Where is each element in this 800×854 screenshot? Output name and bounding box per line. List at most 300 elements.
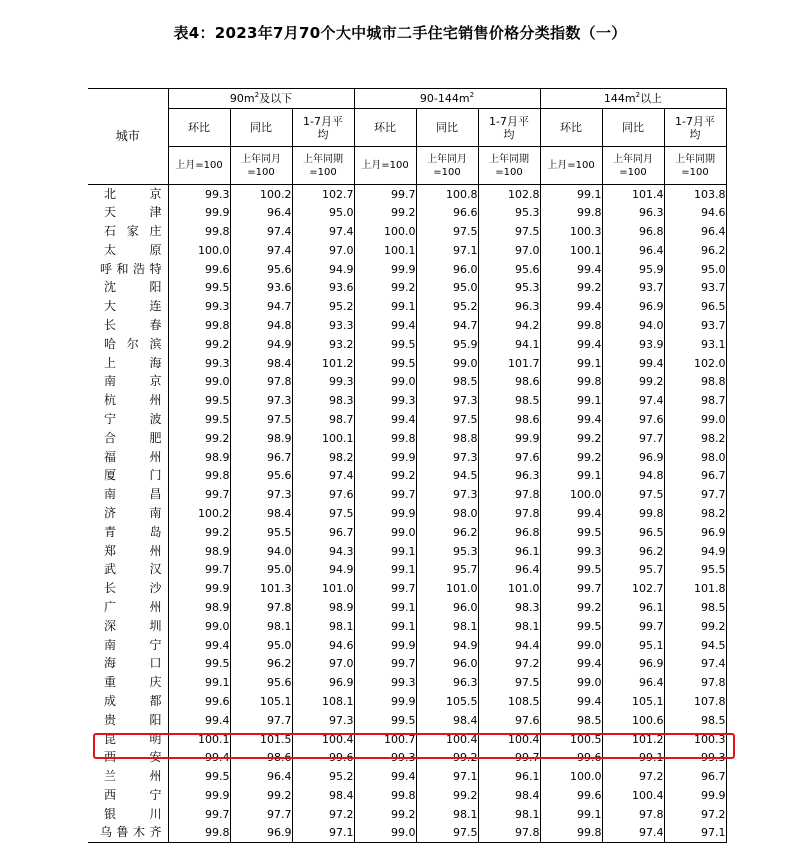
index-value: 96.2 xyxy=(664,241,726,260)
index-value: 99.8 xyxy=(540,824,602,843)
index-value: 97.4 xyxy=(664,654,726,673)
index-value: 98.6 xyxy=(230,748,292,767)
table-row xyxy=(88,824,726,843)
index-value: 97.7 xyxy=(664,485,726,504)
index-value: 98.5 xyxy=(416,372,478,391)
table-row xyxy=(88,598,726,617)
index-value: 101.2 xyxy=(602,730,664,749)
index-value: 99.9 xyxy=(168,786,230,805)
index-value: 99.7 xyxy=(354,485,416,504)
index-value: 96.9 xyxy=(602,654,664,673)
index-value: 97.8 xyxy=(602,805,664,824)
city-name: 海口 xyxy=(88,654,168,673)
index-value: 98.1 xyxy=(416,617,478,636)
ytd-avg-header: 1-7月平 均 xyxy=(664,109,726,147)
index-value: 98.1 xyxy=(416,805,478,824)
table-row xyxy=(88,560,726,579)
index-value: 97.6 xyxy=(292,485,354,504)
base-last-year-month: 上年同月 =100 xyxy=(416,147,478,185)
index-value: 97.0 xyxy=(292,241,354,260)
city-name: 厦门 xyxy=(88,466,168,485)
index-value: 95.3 xyxy=(478,203,540,222)
index-value: 99.3 xyxy=(168,185,230,204)
index-value: 95.0 xyxy=(416,278,478,297)
index-value: 96.8 xyxy=(602,222,664,241)
index-value: 96.8 xyxy=(478,523,540,542)
table-row xyxy=(88,429,726,448)
index-value: 99.9 xyxy=(664,786,726,805)
index-value: 96.1 xyxy=(478,767,540,786)
index-value: 98.2 xyxy=(664,504,726,523)
table-row xyxy=(88,372,726,391)
index-value: 98.5 xyxy=(540,711,602,730)
index-value: 105.1 xyxy=(230,692,292,711)
table-row xyxy=(88,203,726,222)
index-value: 97.5 xyxy=(478,673,540,692)
city-name: 长沙 xyxy=(88,579,168,598)
index-value: 96.9 xyxy=(602,297,664,316)
index-value: 98.9 xyxy=(168,448,230,467)
index-value: 96.4 xyxy=(230,203,292,222)
city-name: 大连 xyxy=(88,297,168,316)
index-value: 99.4 xyxy=(168,636,230,655)
index-value: 97.1 xyxy=(416,767,478,786)
index-value: 99.6 xyxy=(292,748,354,767)
index-value: 101.4 xyxy=(602,185,664,204)
index-value: 99.8 xyxy=(168,824,230,843)
index-value: 97.4 xyxy=(292,222,354,241)
index-value: 99.2 xyxy=(540,598,602,617)
index-value: 94.9 xyxy=(292,260,354,279)
index-value: 99.1 xyxy=(168,673,230,692)
city-name: 成都 xyxy=(88,692,168,711)
index-value: 97.8 xyxy=(478,824,540,843)
index-value: 99.1 xyxy=(354,598,416,617)
city-name: 杭州 xyxy=(88,391,168,410)
city-name: 深圳 xyxy=(88,617,168,636)
index-value: 95.2 xyxy=(292,767,354,786)
index-value: 100.0 xyxy=(168,241,230,260)
index-value: 101.0 xyxy=(478,579,540,598)
index-value: 100.5 xyxy=(540,730,602,749)
yoy-header: 同比 xyxy=(230,109,292,147)
city-name: 郑州 xyxy=(88,542,168,561)
index-value: 97.7 xyxy=(230,711,292,730)
index-value: 96.9 xyxy=(230,824,292,843)
index-value: 99.4 xyxy=(540,260,602,279)
index-value: 97.3 xyxy=(292,711,354,730)
table-row xyxy=(88,767,726,786)
index-value: 96.9 xyxy=(602,448,664,467)
city-name: 青岛 xyxy=(88,523,168,542)
index-value: 96.7 xyxy=(664,767,726,786)
index-value: 97.1 xyxy=(292,824,354,843)
index-value: 99.1 xyxy=(354,617,416,636)
index-value: 97.5 xyxy=(602,485,664,504)
base-last-year-period: 上年同期 =100 xyxy=(664,147,726,185)
city-name: 呼和浩特 xyxy=(88,260,168,279)
index-value: 97.3 xyxy=(230,391,292,410)
index-value: 100.2 xyxy=(230,185,292,204)
index-value: 98.2 xyxy=(292,448,354,467)
index-value: 95.6 xyxy=(230,673,292,692)
index-value: 102.8 xyxy=(478,185,540,204)
table-row xyxy=(88,579,726,598)
city-name: 天津 xyxy=(88,203,168,222)
index-value: 100.0 xyxy=(354,222,416,241)
base-last-year-period: 上年同期 =100 xyxy=(292,147,354,185)
index-value: 94.2 xyxy=(478,316,540,335)
index-value: 99.7 xyxy=(354,654,416,673)
base-last-year-month: 上年同月 =100 xyxy=(230,147,292,185)
index-value: 100.1 xyxy=(292,429,354,448)
index-value: 99.3 xyxy=(540,542,602,561)
index-value: 97.8 xyxy=(230,372,292,391)
table-row xyxy=(88,523,726,542)
index-value: 95.6 xyxy=(230,466,292,485)
city-name: 南宁 xyxy=(88,636,168,655)
city-name: 乌鲁木齐 xyxy=(88,824,168,843)
index-value: 98.4 xyxy=(478,786,540,805)
index-value: 99.3 xyxy=(354,748,416,767)
index-value: 97.6 xyxy=(478,711,540,730)
index-value: 102.0 xyxy=(664,354,726,373)
table-row xyxy=(88,410,726,429)
index-value: 99.1 xyxy=(540,185,602,204)
index-value: 100.0 xyxy=(540,485,602,504)
index-value: 98.6 xyxy=(478,410,540,429)
index-value: 101.0 xyxy=(292,579,354,598)
index-value: 94.0 xyxy=(230,542,292,561)
index-value: 97.5 xyxy=(416,222,478,241)
index-value: 100.4 xyxy=(602,786,664,805)
index-value: 99.0 xyxy=(168,372,230,391)
index-value: 98.4 xyxy=(230,504,292,523)
index-value: 103.8 xyxy=(664,185,726,204)
index-value: 98.4 xyxy=(292,786,354,805)
city-column-header: 城市 xyxy=(88,89,168,185)
index-value: 108.1 xyxy=(292,692,354,711)
index-value: 96.7 xyxy=(230,448,292,467)
index-value: 98.9 xyxy=(230,429,292,448)
ytd-avg-header: 1-7月平 均 xyxy=(478,109,540,147)
index-value: 100.8 xyxy=(416,185,478,204)
index-value: 99.3 xyxy=(168,297,230,316)
index-value: 98.0 xyxy=(664,448,726,467)
index-value: 96.7 xyxy=(292,523,354,542)
index-value: 99.0 xyxy=(664,410,726,429)
index-value: 99.4 xyxy=(540,335,602,354)
index-value: 98.5 xyxy=(664,598,726,617)
mom-header: 环比 xyxy=(354,109,416,147)
index-value: 97.1 xyxy=(664,824,726,843)
index-value: 97.6 xyxy=(478,448,540,467)
index-value: 98.7 xyxy=(664,391,726,410)
index-value: 99.0 xyxy=(354,824,416,843)
index-value: 95.2 xyxy=(292,297,354,316)
index-value: 99.1 xyxy=(354,297,416,316)
table-row xyxy=(88,636,726,655)
index-value: 105.5 xyxy=(416,692,478,711)
index-value: 99.6 xyxy=(168,692,230,711)
index-value: 95.0 xyxy=(292,203,354,222)
index-value: 95.9 xyxy=(416,335,478,354)
city-name: 石家庄 xyxy=(88,222,168,241)
index-value: 99.5 xyxy=(168,278,230,297)
table-row xyxy=(88,316,726,335)
index-value: 99.3 xyxy=(354,673,416,692)
index-value: 94.1 xyxy=(478,335,540,354)
index-value: 102.7 xyxy=(292,185,354,204)
index-value: 94.6 xyxy=(292,636,354,655)
index-value: 97.4 xyxy=(602,391,664,410)
index-value: 97.8 xyxy=(478,485,540,504)
index-value: 99.2 xyxy=(168,523,230,542)
index-value: 100.4 xyxy=(292,730,354,749)
index-value: 98.3 xyxy=(478,598,540,617)
price-index-table xyxy=(88,88,727,843)
index-value: 99.5 xyxy=(540,523,602,542)
index-value: 100.4 xyxy=(478,730,540,749)
index-value: 99.7 xyxy=(354,579,416,598)
index-value: 99.4 xyxy=(602,354,664,373)
index-value: 99.0 xyxy=(168,617,230,636)
city-name: 太原 xyxy=(88,241,168,260)
table-row xyxy=(88,260,726,279)
index-value: 97.5 xyxy=(478,222,540,241)
index-value: 97.5 xyxy=(230,410,292,429)
index-value: 94.4 xyxy=(478,636,540,655)
index-value: 100.7 xyxy=(354,730,416,749)
page-title: 表4：2023年7月70个大中城市二手住宅销售价格分类指数（一） xyxy=(173,24,627,42)
index-value: 98.4 xyxy=(416,711,478,730)
index-value: 98.7 xyxy=(292,410,354,429)
index-value: 97.4 xyxy=(230,241,292,260)
index-value: 99.7 xyxy=(602,617,664,636)
index-value: 99.9 xyxy=(354,260,416,279)
yoy-header: 同比 xyxy=(602,109,664,147)
index-value: 99.9 xyxy=(168,203,230,222)
index-value: 99.7 xyxy=(478,748,540,767)
index-value: 98.9 xyxy=(168,598,230,617)
index-value: 96.5 xyxy=(664,297,726,316)
table-row xyxy=(88,786,726,805)
index-value: 96.4 xyxy=(664,222,726,241)
index-value: 94.7 xyxy=(230,297,292,316)
index-value: 97.2 xyxy=(602,767,664,786)
city-name: 北京 xyxy=(88,185,168,204)
city-name: 沈阳 xyxy=(88,278,168,297)
index-value: 100.0 xyxy=(540,767,602,786)
index-value: 94.3 xyxy=(292,542,354,561)
index-value: 97.4 xyxy=(602,824,664,843)
table-row xyxy=(88,692,726,711)
index-value: 99.2 xyxy=(168,429,230,448)
table-row xyxy=(88,222,726,241)
index-value: 94.5 xyxy=(664,636,726,655)
index-value: 96.3 xyxy=(478,466,540,485)
index-value: 95.3 xyxy=(416,542,478,561)
index-value: 100.3 xyxy=(540,222,602,241)
city-name: 上海 xyxy=(88,354,168,373)
city-name: 济南 xyxy=(88,504,168,523)
index-value: 98.1 xyxy=(230,617,292,636)
index-value: 99.7 xyxy=(168,805,230,824)
index-value: 94.5 xyxy=(416,466,478,485)
index-value: 94.6 xyxy=(664,203,726,222)
table-row xyxy=(88,391,726,410)
table-row xyxy=(88,297,726,316)
index-value: 99.2 xyxy=(540,278,602,297)
index-value: 97.7 xyxy=(602,429,664,448)
city-name: 广州 xyxy=(88,598,168,617)
index-value: 97.0 xyxy=(292,654,354,673)
index-value: 99.2 xyxy=(416,748,478,767)
index-value: 99.1 xyxy=(540,466,602,485)
index-value: 99.4 xyxy=(168,711,230,730)
index-value: 98.5 xyxy=(664,711,726,730)
index-value: 96.0 xyxy=(416,260,478,279)
table-row xyxy=(88,805,726,824)
group-header-over-144: $144m^2$以上 xyxy=(540,89,726,109)
index-value: 97.2 xyxy=(664,805,726,824)
index-value: 97.0 xyxy=(478,241,540,260)
index-value: 97.8 xyxy=(230,598,292,617)
index-value: 97.3 xyxy=(230,485,292,504)
index-value: 93.6 xyxy=(292,278,354,297)
index-value: 99.6 xyxy=(540,748,602,767)
index-value: 96.9 xyxy=(664,523,726,542)
highlight-box-xian xyxy=(93,733,735,759)
index-value: 100.6 xyxy=(602,711,664,730)
index-value: 99.1 xyxy=(354,560,416,579)
index-value: 96.0 xyxy=(416,654,478,673)
index-value: 95.5 xyxy=(664,560,726,579)
index-value: 99.4 xyxy=(540,410,602,429)
index-value: 96.6 xyxy=(416,203,478,222)
index-value: 95.7 xyxy=(416,560,478,579)
table-row xyxy=(88,711,726,730)
index-value: 100.1 xyxy=(354,241,416,260)
index-value: 95.6 xyxy=(230,260,292,279)
index-value: 95.5 xyxy=(230,523,292,542)
index-value: 99.5 xyxy=(168,767,230,786)
table-row xyxy=(88,278,726,297)
index-value: 94.9 xyxy=(292,560,354,579)
base-last-year-month: 上年同月 =100 xyxy=(602,147,664,185)
index-value: 98.0 xyxy=(416,504,478,523)
table-row xyxy=(88,504,726,523)
index-value: 99.8 xyxy=(354,786,416,805)
table-row xyxy=(88,654,726,673)
base-last-month: 上月=100 xyxy=(540,147,602,185)
city-name: 昆明 xyxy=(88,730,168,749)
index-value: 98.4 xyxy=(230,354,292,373)
index-value: 100.3 xyxy=(664,730,726,749)
index-value: 101.2 xyxy=(292,354,354,373)
index-value: 99.3 xyxy=(664,748,726,767)
index-value: 97.8 xyxy=(664,673,726,692)
index-value: 96.4 xyxy=(230,767,292,786)
index-value: 99.2 xyxy=(540,448,602,467)
index-value: 97.3 xyxy=(416,485,478,504)
index-value: 94.7 xyxy=(416,316,478,335)
index-value: 97.2 xyxy=(478,654,540,673)
city-name: 西安 xyxy=(88,748,168,767)
metric-header-row xyxy=(88,109,726,147)
index-value: 96.4 xyxy=(478,560,540,579)
index-value: 99.0 xyxy=(354,372,416,391)
index-value: 99.2 xyxy=(354,278,416,297)
index-value: 99.5 xyxy=(168,654,230,673)
index-value: 97.5 xyxy=(416,824,478,843)
mom-header: 环比 xyxy=(540,109,602,147)
city-name: 合肥 xyxy=(88,429,168,448)
index-value: 98.9 xyxy=(292,598,354,617)
index-value: 107.8 xyxy=(664,692,726,711)
index-value: 95.0 xyxy=(230,636,292,655)
index-value: 99.9 xyxy=(168,579,230,598)
index-value: 95.3 xyxy=(478,278,540,297)
index-value: 99.0 xyxy=(540,673,602,692)
index-value: 99.9 xyxy=(354,504,416,523)
index-value: 99.1 xyxy=(540,805,602,824)
index-value: 99.2 xyxy=(664,617,726,636)
index-value: 97.8 xyxy=(478,504,540,523)
index-value: 97.2 xyxy=(292,805,354,824)
index-value: 99.8 xyxy=(168,466,230,485)
base-last-month: 上月=100 xyxy=(354,147,416,185)
index-value: 99.6 xyxy=(168,260,230,279)
group-header-under-90: $90m^2$及以下 xyxy=(168,89,354,109)
index-value: 99.2 xyxy=(416,786,478,805)
table-row xyxy=(88,448,726,467)
index-value: 96.9 xyxy=(292,673,354,692)
index-value: 97.3 xyxy=(416,391,478,410)
index-value: 97.3 xyxy=(416,448,478,467)
table-header xyxy=(88,89,726,185)
table-row xyxy=(88,542,726,561)
index-value: 99.4 xyxy=(354,316,416,335)
index-value: 96.3 xyxy=(602,203,664,222)
index-value: 97.1 xyxy=(416,241,478,260)
index-value: 99.5 xyxy=(540,617,602,636)
index-value: 99.1 xyxy=(354,542,416,561)
index-value: 99.3 xyxy=(168,354,230,373)
index-value: 95.0 xyxy=(230,560,292,579)
index-value: 99.6 xyxy=(540,786,602,805)
index-value: 96.4 xyxy=(602,241,664,260)
index-value: 96.3 xyxy=(416,673,478,692)
table-row xyxy=(88,673,726,692)
index-value: 96.0 xyxy=(416,598,478,617)
index-value: 99.2 xyxy=(354,466,416,485)
index-value: 94.0 xyxy=(602,316,664,335)
yoy-header: 同比 xyxy=(416,109,478,147)
base-last-year-period: 上年同期 =100 xyxy=(478,147,540,185)
index-value: 94.9 xyxy=(230,335,292,354)
index-value: 96.1 xyxy=(478,542,540,561)
city-name: 贵阳 xyxy=(88,711,168,730)
city-name: 西宁 xyxy=(88,786,168,805)
index-value: 99.5 xyxy=(540,560,602,579)
index-value: 99.8 xyxy=(168,222,230,241)
index-value: 99.8 xyxy=(540,203,602,222)
index-value: 99.9 xyxy=(354,636,416,655)
index-value: 98.6 xyxy=(478,372,540,391)
index-value: 96.4 xyxy=(602,673,664,692)
index-value: 95.2 xyxy=(416,297,478,316)
